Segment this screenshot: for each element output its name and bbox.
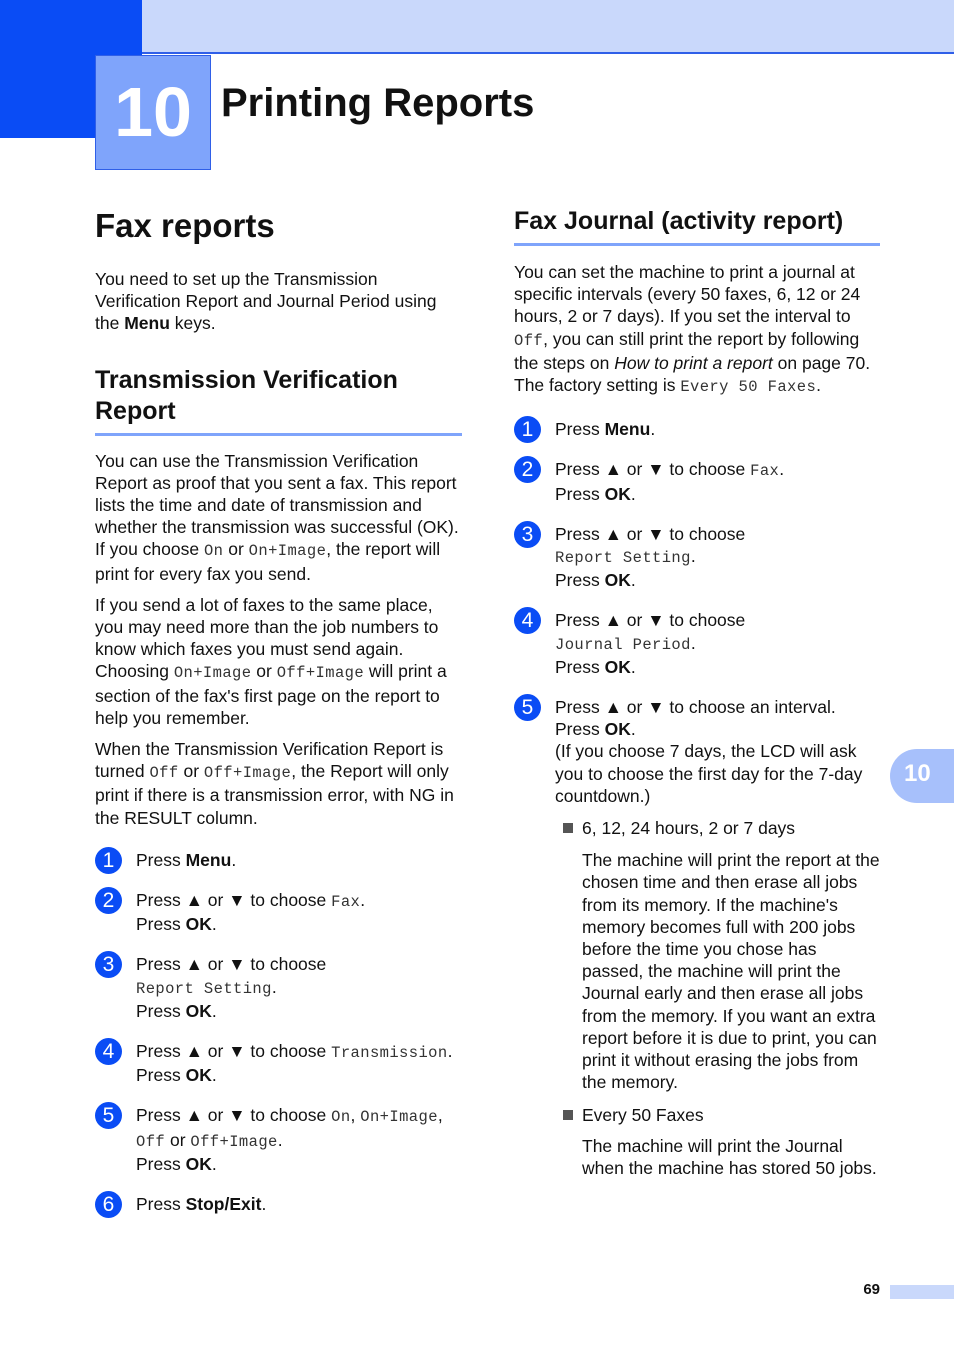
subheading-transmission-verification: Transmission Verification Report [95,365,462,436]
left-step-6 [95,1193,462,1215]
step-number-icon: 5 [95,1102,122,1129]
chapter-number-box [95,55,211,170]
step-number-icon: 2 [95,887,122,914]
step-number-icon: 6 [95,1191,122,1218]
right-step-1 [514,418,880,440]
step-number-icon: 1 [514,416,541,443]
step-text: Press Stop/Exit. [136,1194,267,1215]
fax-reports-intro: You need to set up the Transmission Verification Report and Journal Period using the Menu keys. [95,269,437,334]
right-step-4 [514,609,880,678]
step-text: Press ▲ or ▼ to choose Report Setting. Press OK. [555,523,746,591]
page-number: 69 [863,1281,880,1298]
tvr-paragraph-2: If you send a lot of faxes to the same place, you may need more than the job numbers to know which faxes you must send again. Choosing On+Image or Off+Image will print a section of the fax's first page on the report to help you remember. [95,594,447,728]
chapter-title: Printing Reports [221,81,535,125]
step-number-icon: 3 [95,951,122,978]
footer-bar [890,1285,954,1299]
step-text: Press ▲ or ▼ to choose Transmission. Press OK. [136,1041,453,1086]
step-number-icon: 5 [514,694,541,721]
right-step-3 [514,523,880,592]
left-step-1 [95,849,462,871]
subheading-fax-journal: Fax Journal (activity report) [514,206,880,246]
left-step-5 [95,1104,462,1175]
step-number-icon: 2 [514,456,541,483]
step-text: Press ▲ or ▼ to choose Report Setting. Press OK. [136,954,327,1021]
side-tab-label: 10 [904,760,931,787]
step-text: Press ▲ or ▼ to choose Fax. Press OK. [136,890,366,935]
step-number-icon: 4 [95,1038,122,1065]
chapter-number: 10 [114,73,192,151]
step-number-icon: 3 [514,521,541,548]
step-text: Press ▲ or ▼ to choose Fax. Press OK. [555,459,785,504]
interval-option-hours [563,817,880,839]
step-number-icon: 1 [95,847,122,874]
bullet-square-icon [563,823,573,833]
left-step-4 [95,1040,462,1086]
bullet-square-icon [563,1110,573,1120]
right-step-2 [514,458,880,504]
header-band [142,0,954,54]
step-text: Press Menu. [136,849,237,870]
chapter-side-tab [890,749,954,803]
step-text: Press Menu. [555,419,656,440]
fax-journal-intro: You can set the machine to print a journal at specific intervals (every 50 faxes, 6, 12 or 24 hours, 2 or 7 days). If you set the interval to Off, you can still print the report by following the steps on How to print a report on page 70. The factory setting is Every 50 Faxes. [514,262,871,397]
step-text: Press ▲ or ▼ to choose an interval. Press OK. (If you choose 7 days, the LCD will ask you to choose the first day for the 7-day countdown.) [555,697,863,806]
left-step-2 [95,889,462,935]
step-text: Press ▲ or ▼ to choose Journal Period. Press OK. [555,610,746,677]
right-column [514,206,880,1179]
left-step-3 [95,953,462,1022]
bullet-description: The machine will print the report at the chosen time and then erase all jobs from its memory. If the machine's memory becomes full with 200 jobs before the time you chose has passed, the machine will print the Journal early and then erase all jobs from the memory. If you want an extra report before it is due to print, you can print it without erasing the jobs from the memory. [582,850,880,1093]
right-step-5 [514,696,880,1179]
tvr-paragraph-1: You can use the Transmission Verification Report as proof that you sent a fax. This report lists the time and date of transmission and whether the transmission was successful (OK). If you choose On or On+Image, the report will print for every fax you send. [95,450,459,584]
interval-option-50-faxes [563,1104,880,1126]
step-number-icon: 4 [514,607,541,634]
bullet-label: 6, 12, 24 hours, 2 or 7 days [582,818,796,839]
bullet-label: Every 50 Faxes [582,1104,704,1125]
bullet-description: The machine will print the Journal when the machine has stored 50 jobs. [582,1135,877,1178]
left-column [95,205,462,1215]
step-text: Press ▲ or ▼ to choose On, On+Image, Off or Off+Image. Press OK. [136,1105,443,1174]
section-heading-fax-reports: Fax reports [95,207,275,244]
tvr-paragraph-3: When the Transmission Verification Report is turned Off or Off+Image, the Report will only print if there is a transmission error, with NG in the RESULT column. [95,739,454,828]
